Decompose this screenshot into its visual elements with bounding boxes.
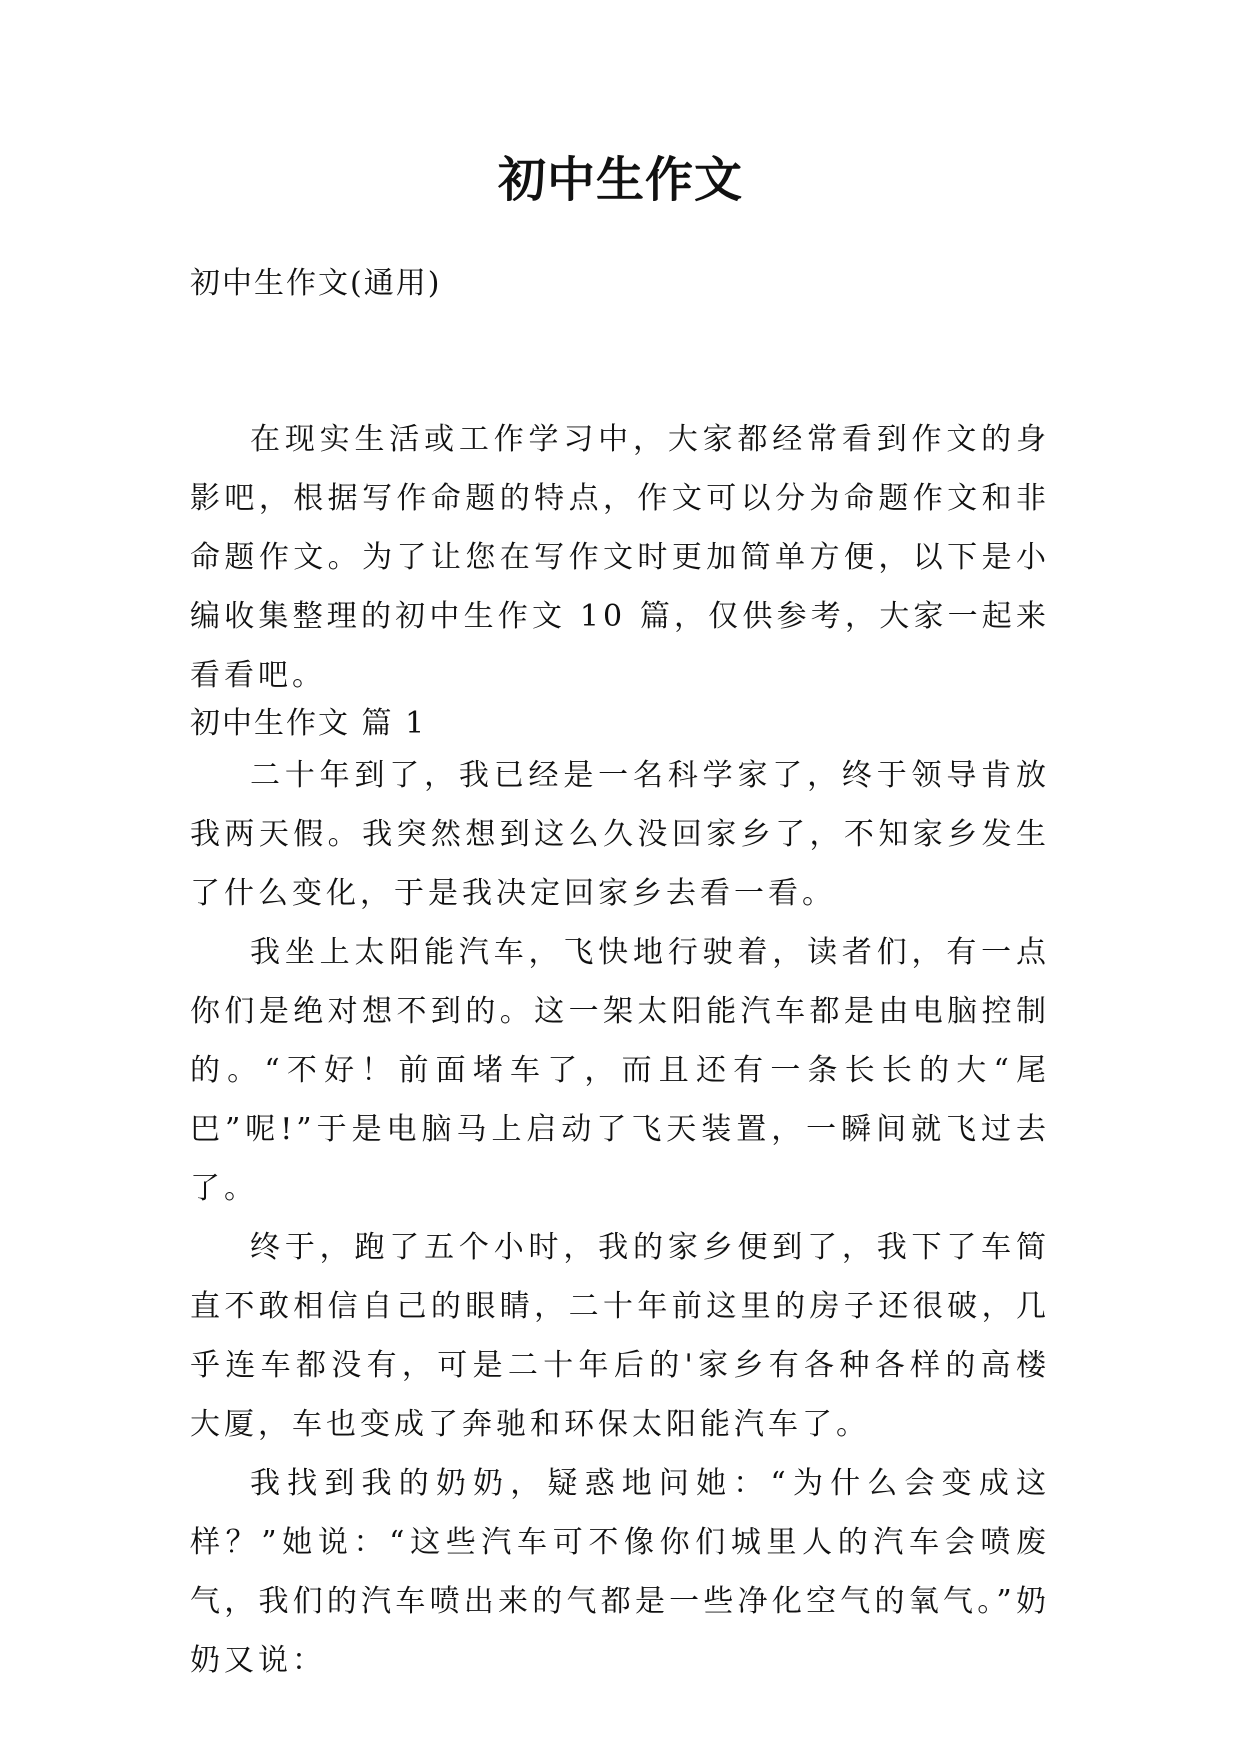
- intro-paragraph: 在现实生活或工作学习中，大家都经常看到作文的身影吧，根据写作命题的特点，作文可以分为命题作文和非命题作文。为了让您在写作文时更加简单方便，以下是小编收集整理的初中生作文 10 篇，仅供参考，大家一起来看看吧。: [190, 422, 1050, 693]
- section-heading: 初中生作文 篇 1: [190, 706, 427, 741]
- essay-paragraph-1: 二十年到了，我已经是一名科学家了，终于领导肯放我两天假。我突然想到这么久没回家乡了，不知家乡发生了什么变化，于是我决定回家乡去看一看。: [190, 758, 1050, 911]
- essay-paragraph-2: 我坐上太阳能汽车，飞快地行驶着，读者们，有一点你们是绝对想不到的。这一架太阳能汽车都是由电脑控制的。“不好！前面堵车了，而且还有一条长长的大“尾巴”呢!”于是电脑马上启动了飞天装置，一瞬间就飞过去了。: [190, 935, 1050, 1206]
- essay-body: [190, 746, 1050, 1690]
- essay-paragraph-3: 终于，跑了五个小时，我的家乡便到了，我下了车简直不敢相信自己的眼睛，二十年前这里的房子还很破，几乎连车都没有，可是二十年后的'家乡有各种各样的高楼大厦，车也变成了奔驰和环保太阳能汽车了。: [190, 1230, 1050, 1442]
- intro-block: [190, 410, 1050, 705]
- document-subtitle: 初中生作文(通用): [190, 266, 442, 301]
- essay-paragraph-4: 我找到我的奶奶，疑惑地问她：“为什么会变成这样？”她说：“这些汽车可不像你们城里人的汽车会喷废气，我们的汽车喷出来的气都是一些净化空气的氧气。”奶奶又说：: [190, 1466, 1050, 1678]
- document-title: 初中生作文: [497, 152, 743, 208]
